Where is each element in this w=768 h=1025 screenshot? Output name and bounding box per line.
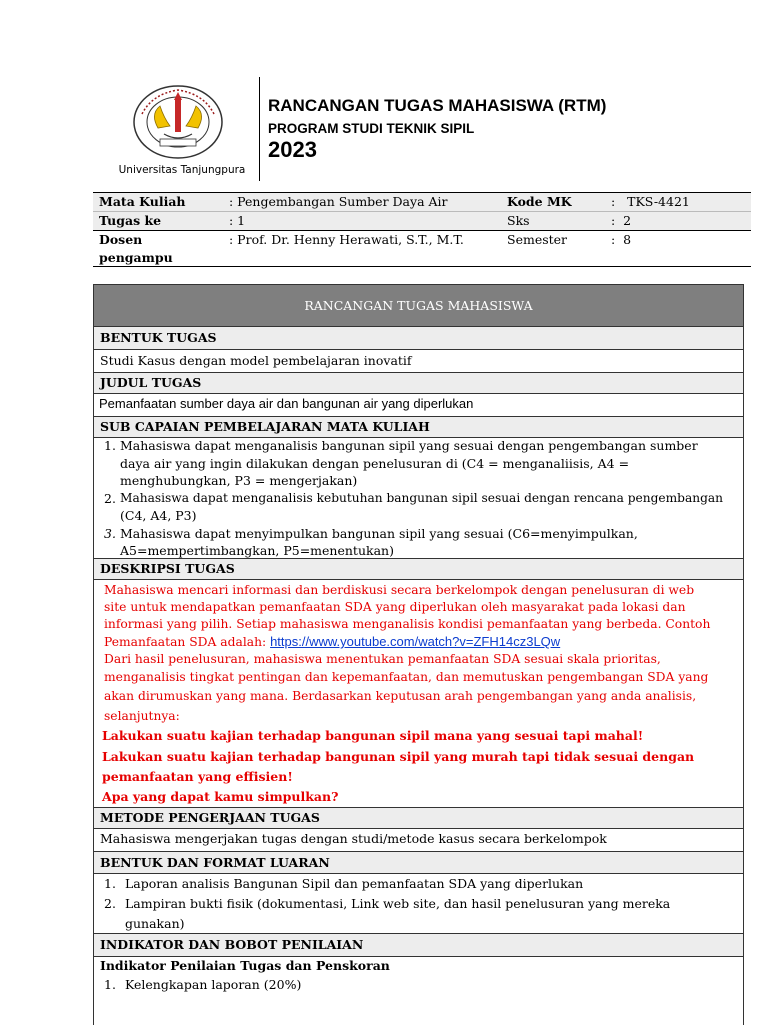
sks-label: Sks (507, 213, 530, 228)
info-border-bottom (93, 266, 751, 267)
sub-cpmk-number-3: 3. (104, 526, 116, 541)
sub-cpmk-number-1: 1. (104, 438, 116, 453)
luaran-2-line-2: gunakan) (125, 916, 185, 931)
sub-cpmk-1-line-3: menghubungkan, P3 = mengerjakan) (120, 473, 358, 488)
section-indikator: INDIKATOR DAN BOBOT PENILAIAN (94, 933, 743, 957)
deskripsi-line-6: menganalisis tingkat pentingan dan kepemanfaatan, dan memutuskan pengembangan SDA yang (104, 670, 709, 684)
course-info-table (93, 192, 751, 267)
deskripsi-task-1: Lakukan suatu kajian terhadap bangunan sipil mana yang sesuai tapi mahal! (102, 728, 644, 743)
mata-kuliah-label: Mata Kuliah (99, 194, 186, 209)
kode-mk-value: : TKS-4421 (611, 194, 690, 209)
tugas-ke-value: : 1 (229, 213, 246, 228)
info-border-top (93, 192, 751, 193)
sub-cpmk-2-line-2: (C4, A4, P3) (120, 508, 197, 523)
section-deskripsi: DESKRIPSI TUGAS (94, 558, 743, 580)
indikator-subtitle: Indikator Penilaian Tugas dan Penskoran (100, 958, 390, 973)
sub-cpmk-1-line-2: daya air yang ingin dilakukan dengan penelusuran di (C4 = menganaliisis, A4 = (120, 456, 630, 471)
university-name: Universitas Tanjungpura (118, 164, 246, 176)
program-name: PROGRAM STUDI TEKNIK SIPIL (268, 121, 475, 136)
judul-tugas-text: Pemanfaatan sumber daya air dan bangunan air yang diperlukan (99, 396, 474, 411)
deskripsi-line-7: akan dirumuskan yang mana. Berdasarkan keputusan arah pengembangan yang anda analisis, (104, 689, 697, 703)
youtube-link[interactable]: https://www.youtube.com/watch?v=ZFH14cz3LQw (270, 634, 561, 649)
deskripsi-line-2: site untuk mendapatkan pemanfaatan SDA yang diperlukan oleh masyarakat pada lokasi dan (104, 600, 686, 614)
dosen-label-2: pengampu (99, 250, 173, 265)
document-title: RANCANGAN TUGAS MAHASISWA (RTM) (268, 96, 607, 115)
semester-value: : 8 (611, 232, 632, 247)
deskripsi-line-8: selanjutnya: (104, 709, 180, 723)
deskripsi-line-3: informasi yang pilih. Setiap mahasiswa menganalisis kondisi pemanfaatan yang berbeda. Contoh (104, 617, 711, 631)
deskripsi-task-2-cont: pemanfaatan yang effisien! (102, 769, 293, 784)
indikator-1-text: Kelengkapan laporan (20%) (125, 977, 302, 992)
deskripsi-task-2: Lakukan suatu kajian terhadap bangunan sipil yang murah tapi tidak sesuai dengan (102, 749, 695, 764)
section-judul-tugas: JUDUL TUGAS (94, 372, 743, 394)
luaran-number-2: 2. (104, 896, 116, 911)
deskripsi-line-5: Dari hasil penelusuran, mahasiswa menentukan pemanfaatan SDA sesuai skala prioritas, (104, 652, 661, 666)
section-metode: METODE PENGERJAAN TUGAS (94, 807, 743, 829)
section-sub-cpmk: SUB CAPAIAN PEMBELAJARAN MATA KULIAH (94, 416, 743, 438)
luaran-2-line-1: Lampiran bukti fisik (dokumentasi, Link web site, dan hasil penelusuran yang mereka (125, 896, 671, 911)
info-border-mid (93, 230, 751, 231)
deskripsi-line-4 (104, 634, 560, 649)
mata-kuliah-value: : Pengembangan Sumber Daya Air (229, 194, 448, 209)
assignment-box (93, 284, 744, 1025)
dosen-label-1: Dosen (99, 232, 143, 247)
semester-label: Semester (507, 232, 568, 247)
bentuk-tugas-text: Studi Kasus dengan model pembelajaran inovatif (100, 353, 412, 368)
document-year: 2023 (268, 137, 317, 162)
kode-mk-label: Kode MK (507, 194, 572, 209)
dosen-value: : Prof. Dr. Henny Herawati, S.T., M.T. (229, 232, 464, 247)
university-logo (130, 84, 226, 164)
assignment-banner: RANCANGAN TUGAS MAHASISWA (94, 285, 743, 326)
sub-cpmk-3-line-1: Mahasiswa dapat menyimpulkan bangunan sipil yang sesuai (C6=menyimpulkan, (120, 526, 638, 541)
sub-cpmk-3-line-2: A5=mempertimbangkan, P5=menentukan) (120, 543, 394, 558)
header-divider (259, 77, 260, 181)
sub-cpmk-2-line-1: Mahasiswa dapat menganalisis kebutuhan bangunan sipil sesuai dengan rencana pengembangan (120, 491, 723, 505)
deskripsi-line-1: Mahasiswa mencari informasi dan berdiskusi secara berkelompok dengan penelusuran di web (104, 583, 695, 597)
indikator-number-1: 1. (104, 977, 116, 992)
sks-value: : 2 (611, 213, 632, 228)
tugas-ke-label: Tugas ke (99, 213, 162, 228)
section-bentuk-tugas: BENTUK TUGAS (94, 326, 743, 350)
deskripsi-contoh-label: Pemanfaatan SDA adalah: (104, 635, 271, 649)
sub-cpmk-number-2: 2. (104, 491, 116, 506)
luaran-number-1: 1. (104, 876, 116, 891)
metode-text: Mahasiswa mengerjakan tugas dengan studi/metode kasus secara berkelompok (100, 831, 607, 846)
info-row-divider (93, 211, 751, 212)
luaran-1-line-1: Laporan analisis Bangunan Sipil dan pemanfaatan SDA yang diperlukan (125, 876, 584, 891)
section-luaran: BENTUK DAN FORMAT LUARAN (94, 851, 743, 874)
deskripsi-question: Apa yang dapat kamu simpulkan? (102, 789, 339, 804)
sub-cpmk-1-line-1: Mahasiswa dapat menganalisis bangunan sipil yang sesuai dengan pengembangan sumber (120, 438, 698, 453)
